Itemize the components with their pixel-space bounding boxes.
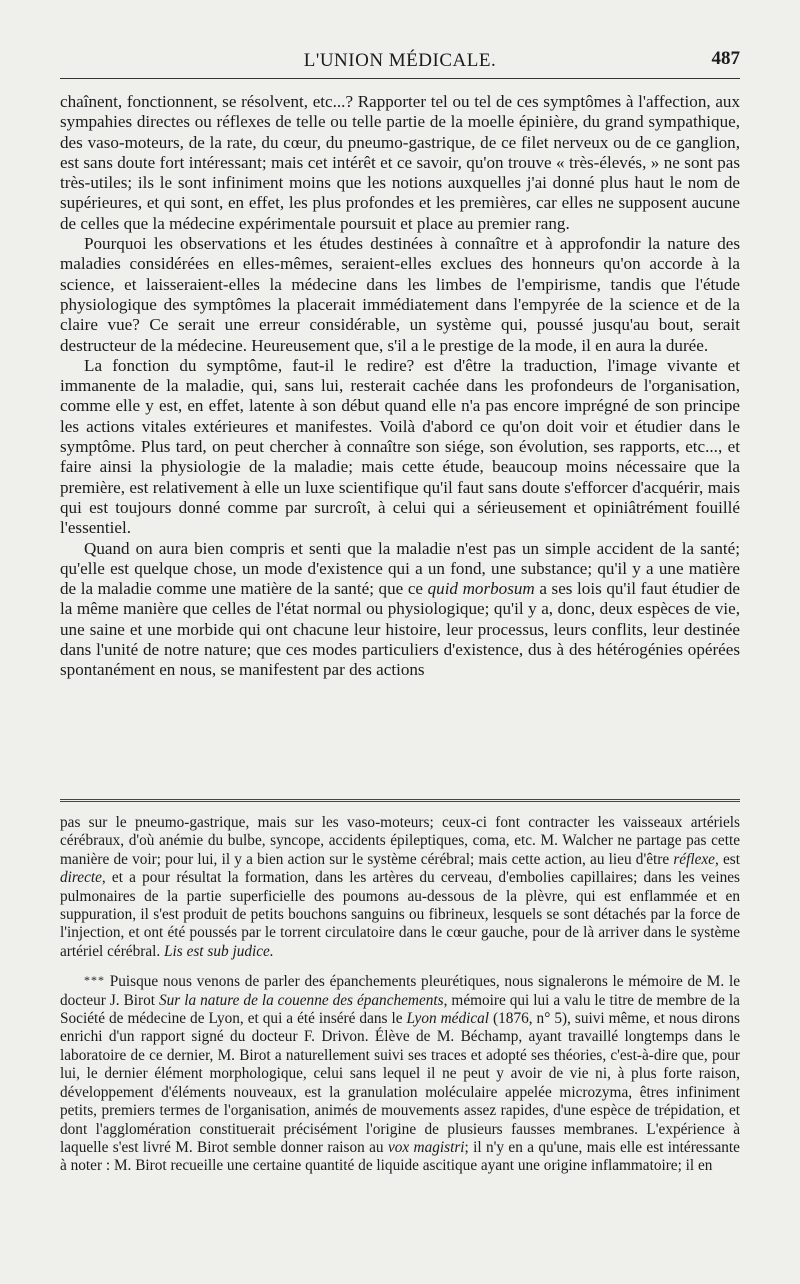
note2-emphasis-c: vox magistri	[387, 1138, 465, 1156]
note1-emphasis-b: directe	[60, 869, 102, 887]
note2-text-a: Puisque nous venons de parler des épanchements pleurétiques, nous signalerons le mémoire de M. le docteur J. Birot	[60, 973, 740, 1009]
running-title: L'UNION MÉDICALE.	[303, 50, 497, 71]
paragraph-4-text-a: Quand on aura bien compris et senti que la maladie n'est pas un simple accident de la santé; qu'elle est quelque chose, un mode d'existence qui a un fond, une substance; qu'il y a une matière de la maladie comme une matière de la santé; que ce	[60, 538, 740, 599]
note2-text-d: ; il n'y en a qu'une, mais elle est intéressante à noter : M. Birot recueille une certaine quantité de liquide ascitique ayant une origine inflammatoire; il en	[60, 1138, 740, 1175]
page-number: 487	[711, 48, 740, 69]
note2-text-b: , mémoire qui lui a valu le titre de membre de la Société de médecine de Lyon, et qui a été inséré dans le	[60, 991, 740, 1028]
header-rule	[60, 78, 740, 79]
paragraph-4	[60, 539, 740, 681]
note2-emphasis-a: Sur la nature de la couenne des épanchements	[159, 991, 444, 1009]
paragraph-4-text-b: a ses lois qu'il faut étudier de la même manière que celles de l'état normal ou physiologique; qu'il y a, donc, deux espèces de vie, une saine et une morbide qui ont chacune leur histoire, leur processus, leurs conflits, leur destinée dans l'unité de notre nature; que ces modes particuliers d'existence, dus à des hétérogénies opérées spontanément en nous, se manifestent par des actions	[60, 579, 740, 680]
note1-text-a: pas sur le pneumo-gastrique, mais sur les vaso-moteurs; ceux-ci font contracter les vaisseaux artériels cérébraux, d'où anémie du bulbe, syncope, accidents épileptiques, coma, etc. M. Walcher ne partage pas cette manière de voir; pour lui, il y a bien action sur le système cérébral; mais cette action, au lieu d'être	[60, 814, 740, 868]
note1-emphasis-c: Lis est sub judice.	[164, 942, 274, 960]
note1-text-b: , est	[714, 850, 740, 868]
note1-text-c: , et a pour résultat la formation, dans les artères du cerveau, d'embolies capillaires; dans les veines pulmonaires de la partie superficielle des poumons au-dessous de la plèvre, qui est enflammée et en suppuration, il s'est produit de petits bouchons sanguins ou fibrineux, lesquels se sont détachés par la force de l'injection, et ont été poussés par le torrent circulatoire dans le cœur gauche, pour de là arriver dans le système artériel cérébral.	[60, 869, 740, 960]
main-text	[60, 92, 740, 681]
footnote-birot	[60, 971, 740, 1175]
asterism-mark: ***	[84, 973, 105, 988]
paragraph-2: Pourquoi les observations et les études destinées à connaître et à approfondir la nature des maladies considérées en elles-mêmes, seraient-elles exclues des honneurs qu'on accorde à la science, et laisseraient-elles la médecine dans les limbes de l'empirisme, tandis que l'étude physiologique des symptômes la placerait immédiatement dans l'empyrée de la science et de la claire vue? Ce serait une erreur considérable, un système qui, poussé jusqu'au bout, serait destructeur de la médecine. Heureusement que, s'il a le prestige de la mode, il en aura la durée.	[60, 234, 740, 355]
paragraph-3: La fonction du symptôme, faut-il le redire? est d'être la traduction, l'image vivante et immanente de la maladie, qui, sans lui, resterait cachée dans les profondeurs de l'organisation, comme elle y est, en effet, latente à son début quand elle n'a pas encore imprégné de son principe les actions vitales extérieures et manifestes. Voilà d'abord ce qu'on doit voir et étudier dans le symptôme. Plus tard, on peut chercher à connaître son siége, son évolution, ses rapports, etc..., et faire ainsi la physiologie de la maladie; mais cette étude, beaucoup moins nécessaire que la première, est relativement à elle un luxe scientifique qu'il faut sans doute s'efforcer d'acquérir, mais qui est toujours donné comme par surcroît, à celui qui a sérieusement et opiniâtrément fouillé l'essentiel.	[60, 355, 740, 538]
note2-emphasis-b: Lyon médical	[406, 1010, 490, 1028]
note2-text-c: (1876, n° 5), suivi même, et nous dirons enrichi d'un rapport signé du docteur F. Drivon. Élève de M. Béchamp, ayant travaillé longtemps dans le laboratoire de ce dernier, M. Birot a naturellement suivi ses traces et adopté ses théories, c'est-à-dire que, pour lui, le dernier élément morphologique, celui sans lequel il ne peut y avoir de vie ni, à plus forte raison, développement d'éléments nouveaux, est la granulation moléculaire appelée microzyma, êtres infiniment petits, premiers termes de l'organisation, animés de mouvements assez rapides, d'une espèce de trépidation, et dont l'agglomération constituerait précisément l'origine de plusieurs fausses membranes. L'expérience à laquelle s'est livré M. Birot semble donner raison au	[60, 1010, 740, 1156]
note1-emphasis-a: réflexe	[673, 850, 715, 868]
footnotes	[60, 814, 740, 1176]
page-header	[60, 44, 740, 74]
footnote-rule	[60, 799, 740, 802]
paragraph-1: chaînent, fonctionnent, se résolvent, etc...? Rapporter tel ou tel de ces symptômes à l'affection, aux sympahies directes ou réflexes de telle ou telle partie de la moelle épinière, du grand sympathique, des vaso-moteurs, de la rate, du cœur, du pneumo-gastrique, de ce filet nerveux ou de ce ganglion, est sans doute fort intéressant; mais cet intérêt et ce savoir, qu'on trouve « très-élevés, » ne sont pas très-utiles; ils le sont infiniment moins que les notions auxquelles j'ai donné plus haut le nom de supérieures, et qui sont, en effet, les plus profondes et les premières, car elles ne supposent aucune de celles que la médecine expérimentale poursuit et place au premier rang.	[60, 92, 740, 233]
footnote-continuation	[60, 814, 740, 961]
paragraph-4-emphasis: quid morbosum	[427, 579, 535, 599]
